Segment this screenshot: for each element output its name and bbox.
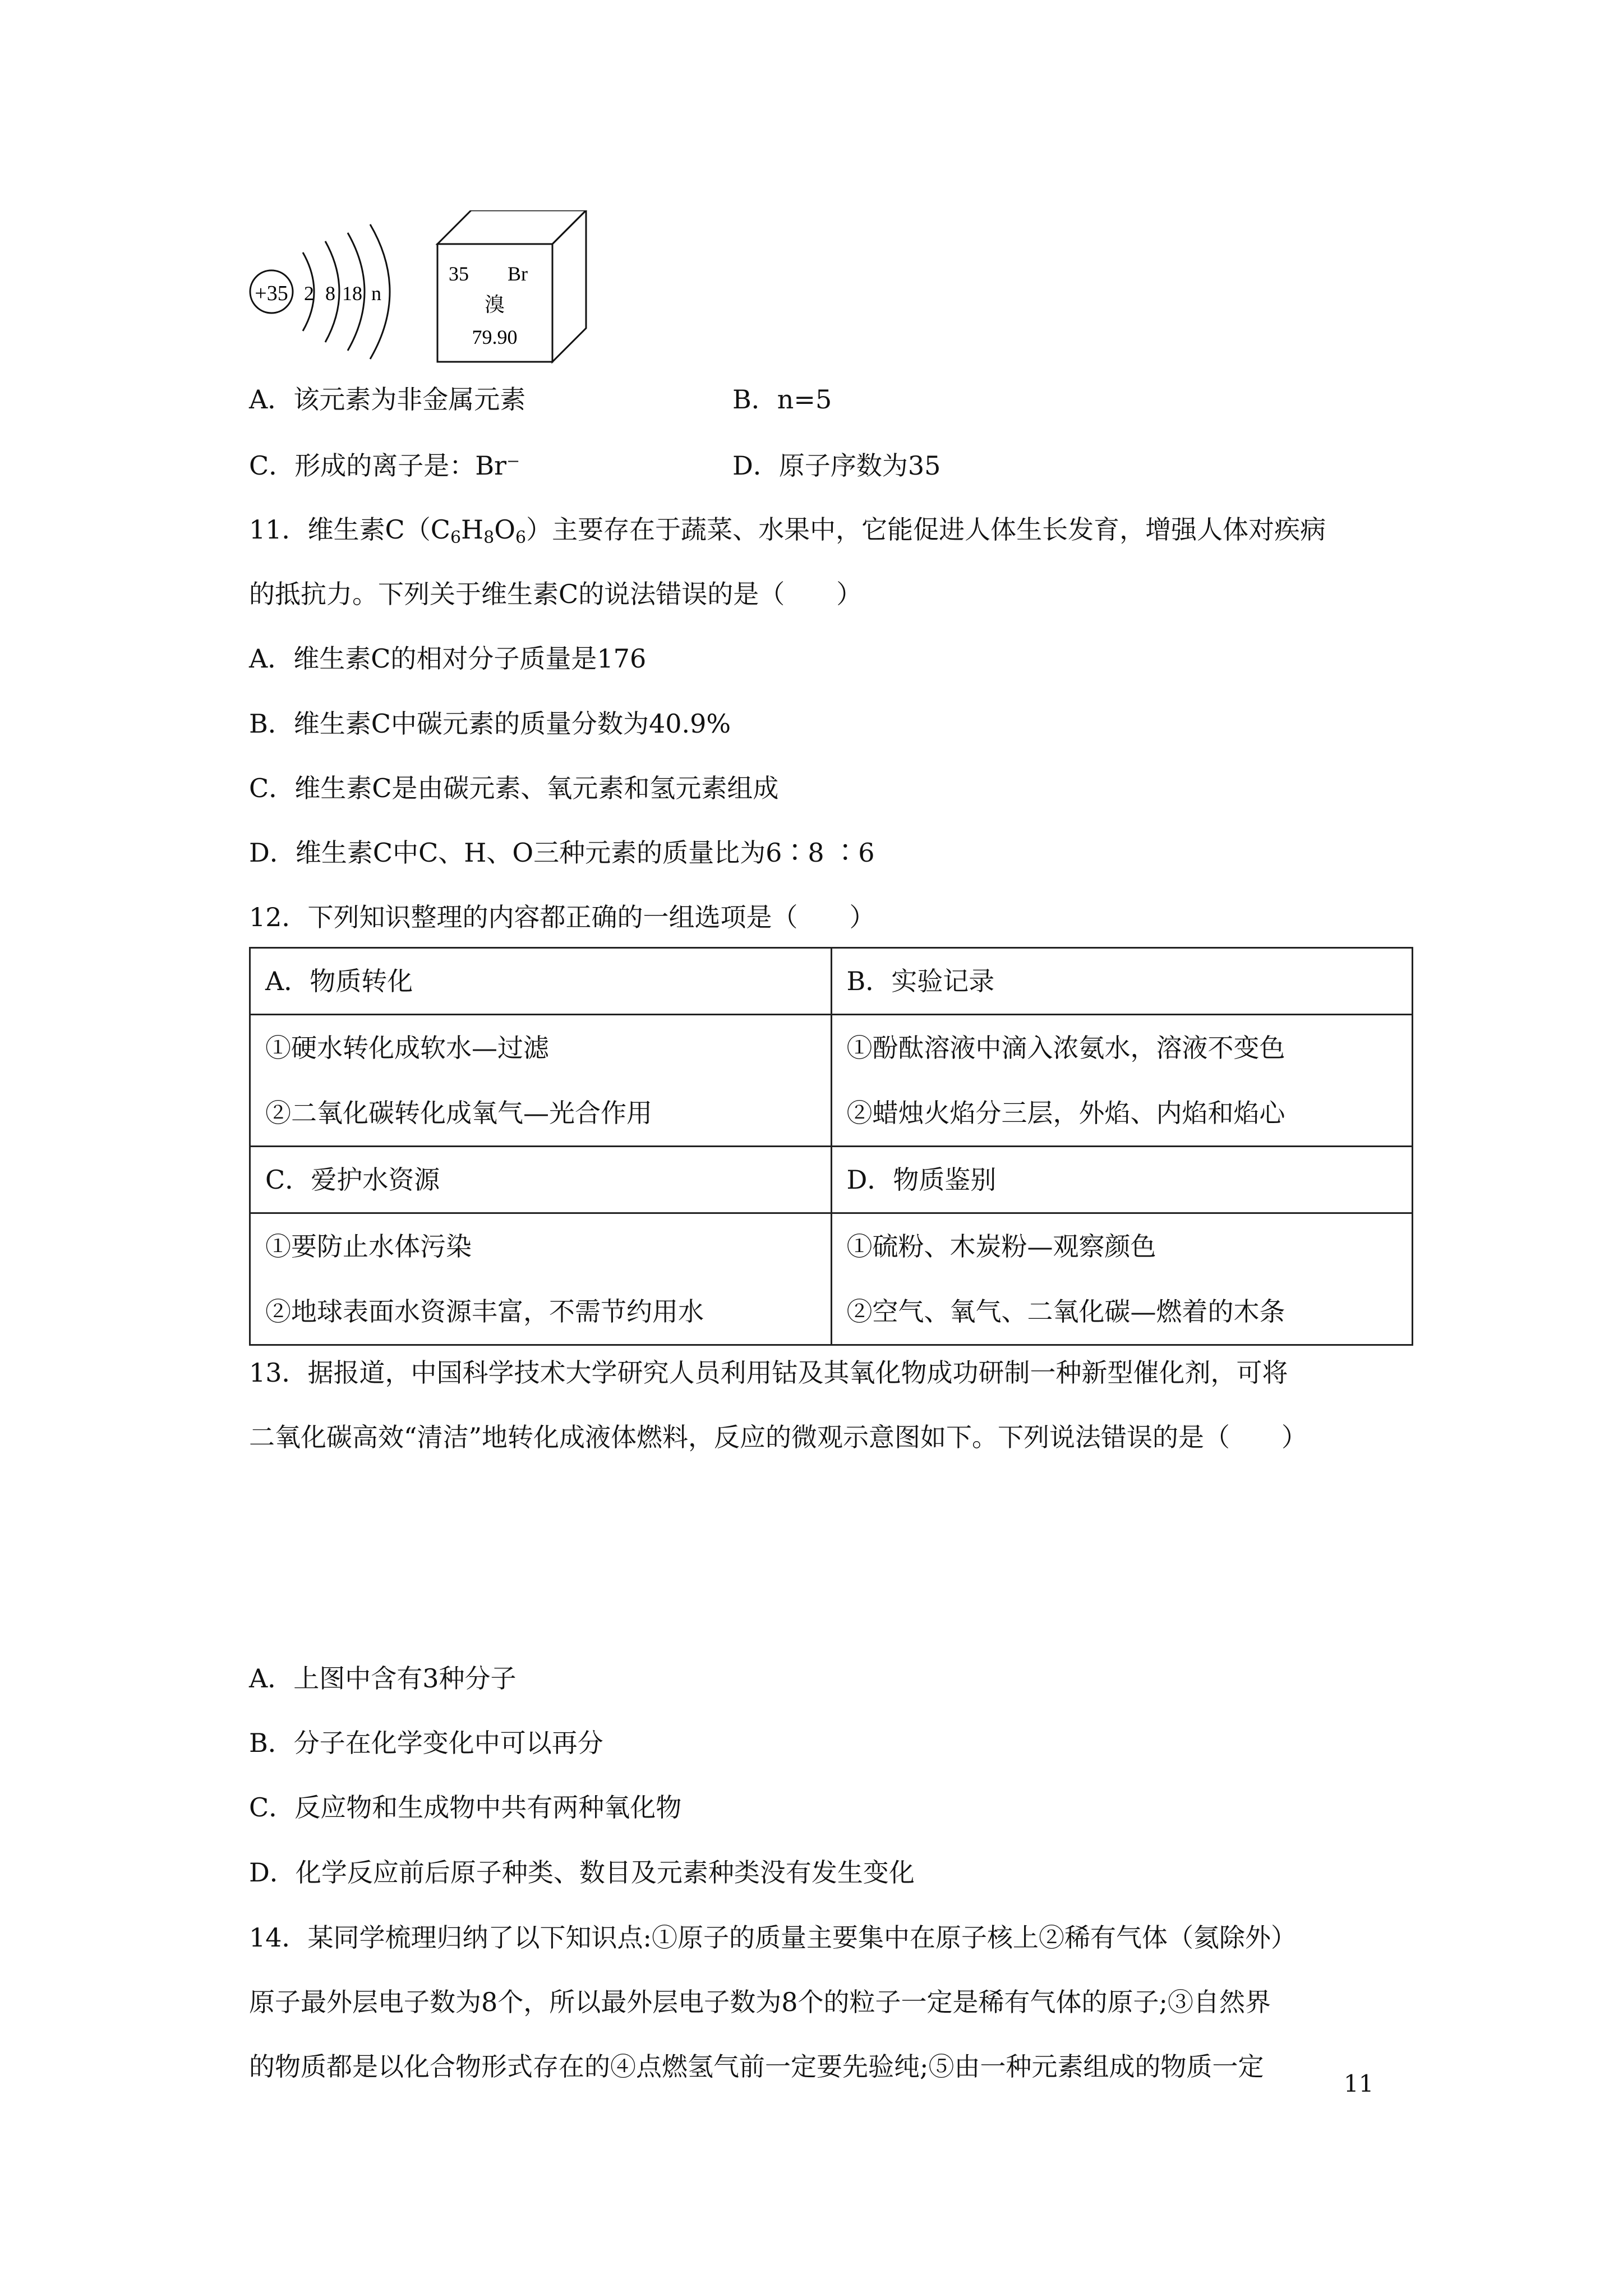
q11-option-b: B．维生素C中碳元素的质量分数为40.9% <box>249 708 731 739</box>
q14-stem-line3: 的物质都是以化合物形式存在的④点燃氢气前一定要先验纯;⑤由一种元素组成的物质一定 <box>249 2051 1264 2082</box>
q14-stem-line1: 14．某同学梳理归纳了以下知识点:①原子的质量主要集中在原子核上②稀有气体（氦除外） <box>249 1922 1297 1953</box>
element-cell-top <box>437 210 586 244</box>
q12-table <box>249 947 1413 1346</box>
q10-option-d: D．原子序数为35 <box>732 450 941 481</box>
shell-electrons: 18 <box>342 282 362 305</box>
table-row <box>250 1147 1413 1213</box>
q13-stem-line2: 二氧化碳高效“清洁”地转化成液体燃料，反应的微观示意图如下。下列说法错误的是（ ） <box>249 1422 1308 1452</box>
nucleus-charge: +35 <box>255 282 288 305</box>
q11-option-a: A．维生素C的相对分子质量是176 <box>249 643 647 674</box>
element-name: 溴 <box>484 293 505 316</box>
element-cell-side <box>552 210 586 362</box>
table-cell: B．实验记录 <box>831 948 1413 1015</box>
q11-option-d: D．维生素C中C、H、O三种元素的质量比为6∶8 ∶6 <box>249 838 875 868</box>
shell-electrons: 8 <box>325 282 335 305</box>
q13-option-a: A．上图中含有3种分子 <box>249 1663 517 1694</box>
table-cell: ①硬水转化成软水—过滤 ②二氧化碳转化成氧气—光合作用 <box>250 1015 832 1147</box>
table-cell: ①要防止水体污染 ②地球表面水资源丰富，不需节约用水 <box>250 1213 832 1345</box>
atomic-mass: 79.90 <box>472 326 518 348</box>
q10-option-a: A．该元素为非金属元素 <box>249 384 526 415</box>
table-row <box>250 1213 1413 1345</box>
q10-option-c: C．形成的离子是：Br⁻ <box>249 450 520 481</box>
table-cell: ①酚酞溶液中滴入浓氨水，溶液不变色 ②蜡烛火焰分三层，外焰、内焰和焰心 <box>831 1015 1413 1147</box>
q13-option-c: C．反应物和生成物中共有两种氧化物 <box>249 1792 682 1823</box>
table-row <box>250 948 1413 1015</box>
q11-stem-line2: 的抵抗力。下列关于维生素C的说法错误的是（ ） <box>249 579 863 609</box>
q14-stem-line2: 原子最外层电子数为8个，所以最外层电子数为8个的粒子一定是稀有气体的原子;③自然界 <box>249 1987 1271 2017</box>
q12-stem: 12．下列知识整理的内容都正确的一组选项是（ ） <box>249 902 875 932</box>
shell-electrons: 2 <box>304 282 314 305</box>
table-cell: A．物质转化 <box>250 948 832 1015</box>
q13-stem-line1: 13．据报道，中国科学技术大学研究人员利用钴及其氧化物成功研制一种新型催化剂，可将 <box>249 1358 1288 1388</box>
table-cell: ①硫粉、木炭粉—观察颜色 ②空气、氧气、二氧化碳—燃着的木条 <box>831 1213 1413 1345</box>
shell-electrons: n <box>371 282 381 305</box>
q11-option-c: C．维生素C是由碳元素、氧元素和氢元素组成 <box>249 773 779 803</box>
q11-stem-line1: 11．维生素$C(C_6H_8O_6)$主要存在于蔬菜、水果中，它能促进人体生长发育，增强人体对疾病 <box>249 514 1326 547</box>
page-number: 11 <box>1344 2070 1374 2097</box>
table-cell: C．爱护水资源 <box>250 1147 832 1213</box>
atomic-number: 35 <box>449 263 469 285</box>
q10-option-b: B．n=5 <box>732 384 832 415</box>
bromine-figure <box>247 210 606 367</box>
q13-option-b: B．分子在化学变化中可以再分 <box>249 1728 603 1758</box>
element-symbol: Br <box>508 263 528 285</box>
q13-option-d: D．化学反应前后原子种类、数目及元素种类没有发生变化 <box>249 1857 915 1888</box>
table-cell: D．物质鉴别 <box>831 1147 1413 1213</box>
table-row <box>250 1015 1413 1147</box>
